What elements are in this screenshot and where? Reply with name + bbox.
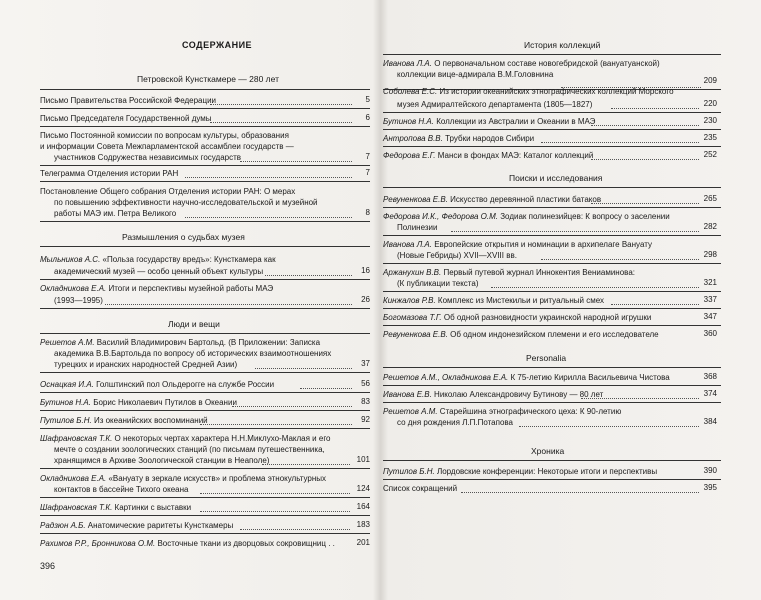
toc-entry-line: Рахимов Р.Р., Бронникова О.М. Восточные ткани из дворцовых сокровищниц . .: [40, 539, 335, 548]
toc-entry-line: работы МАЭ им. Петра Великого: [54, 209, 177, 218]
leader-dots: [255, 368, 352, 369]
toc-entry-line: Путилов Б.Н. Из океанийских воспоминаний: [40, 416, 208, 425]
leader-dots: [265, 275, 352, 276]
page-number: 201: [356, 538, 370, 547]
leader-dots: [232, 406, 352, 407]
leader-dots: [591, 159, 699, 160]
divider: [40, 279, 370, 280]
toc-entry-line: Мыльников А.С. «Польза государству вредъ»: Кунсткамера как: [40, 255, 276, 264]
page-number: 395: [703, 483, 717, 492]
section-reflections: Размышления о судьбах музея: [122, 232, 245, 242]
page-number: 8: [365, 208, 370, 217]
toc-entry-line: музея Адмиралтейского департамента (1805—1827): [397, 100, 593, 109]
toc-entry: Письмо Председателя Государственной думы: [40, 114, 212, 123]
toc-entry-line: коллекции вице-адмирала В.М.Головнина: [397, 70, 554, 79]
divider: [40, 392, 370, 393]
section-chronicle: Хроника: [531, 446, 565, 456]
toc-entry-line: Оснацкая И.А. Голштинский пол Ольдерогге на службе России: [40, 380, 275, 389]
divider: [383, 325, 721, 326]
page-number: 235: [703, 133, 717, 142]
toc-entry-line: Ревуненкова Е.В. Об одном индонезийском племени и его исследователе: [383, 330, 659, 339]
divider: [40, 410, 370, 411]
leader-dots: [300, 388, 352, 389]
page-number: 183: [356, 520, 370, 529]
divider: [40, 89, 370, 90]
toc-entry-line: и информации Совета Межпарламентской ассамблеи государств —: [40, 142, 294, 151]
divider: [383, 207, 721, 208]
contents-left: [0, 0, 380, 600]
toc-entry-line: Окладникова Е.А. «Вануату в зеркале искусств» и проблема этнокультурных: [40, 474, 327, 483]
page-number: 298: [703, 250, 717, 259]
page-number: 7: [365, 152, 370, 161]
leader-dots: [581, 398, 699, 399]
divider: [383, 235, 721, 236]
toc-entry-line: Федорова Е.Г. Манси в фондах МАЭ: Каталог коллекций: [383, 151, 594, 160]
toc-entry-line: (Новые Гебриды) XVII—XVIII вв.: [397, 251, 517, 260]
page-number: 347: [703, 312, 717, 321]
divider: [40, 468, 370, 469]
divider: [383, 460, 721, 461]
toc-entry-line: Бутинов Н.А. Коллекции из Австралии и Океании в МАЭ: [383, 117, 596, 126]
divider: [383, 129, 721, 130]
divider: [40, 333, 370, 334]
page-number: 26: [361, 295, 370, 304]
leader-dots: [262, 464, 350, 465]
page-number: 101: [356, 455, 370, 464]
toc-entry-line: Шафрановская Т.К. Картинки с выставки: [40, 503, 192, 512]
divider: [40, 308, 370, 309]
divider: [383, 385, 721, 386]
section-people: Люди и вещи: [168, 319, 220, 329]
toc-entry-line: хранящимся в Архиве Зоологической станции в Неаполе): [54, 456, 270, 465]
divider: [383, 402, 721, 403]
divider: [383, 112, 721, 113]
section-anniversary: Петровской Кунсткамере — 280 лет: [137, 74, 279, 84]
toc-entry-line: Антропова В.В. Трубки народов Сибири: [383, 134, 535, 143]
page-number: 390: [703, 466, 717, 475]
toc-entry-line: Ревуненкова Е.В. Искусство деревянной пластики батаков: [383, 195, 602, 204]
section-personalia: Personalia: [526, 353, 567, 363]
leader-dots: [105, 304, 352, 305]
page-number: 252: [703, 150, 717, 159]
leader-dots: [541, 142, 699, 143]
toc-entry-line: по повышению эффективности научно-исследовательской и музейной: [54, 198, 318, 207]
page-number: 360: [703, 329, 717, 338]
leader-dots: [185, 217, 352, 218]
toc-entry-line: турецких и иранских народностей Средней Азии): [54, 360, 238, 369]
toc-entry-line: Федорова И.К., Федорова О.М. Зодиак полинезийцев: К вопросу о заселении: [383, 212, 670, 221]
leader-dots: [541, 259, 699, 260]
toc-entry-line: Постановление Общего собрания Отделения истории РАН: О мерах: [40, 187, 296, 196]
contents-right: [381, 0, 761, 600]
divider: [383, 54, 721, 55]
folio-number: 396: [40, 561, 56, 571]
page-number: 6: [365, 113, 370, 122]
leader-dots: [240, 161, 352, 162]
toc-entry-line: Путилов Б.Н. Лордовские конференции: Некоторые итоги и перспективы: [383, 467, 658, 476]
leader-dots: [200, 424, 352, 425]
toc-entry-line: мечте о создании зоологических станций (по письмам путешественника,: [54, 445, 325, 454]
leader-dots: [591, 125, 699, 126]
page-number: 220: [703, 99, 717, 108]
page-heading: СОДЕРЖАНИЕ: [182, 40, 253, 50]
leader-dots: [611, 304, 699, 305]
leader-dots: [240, 529, 350, 530]
toc-entry-line: академика В.В.Бартольда по вопросу об исторических взаимоотношениях: [54, 349, 332, 358]
toc-entry-line: Соболева Е.С. Из истории океанийских этнографических коллекций Морского: [383, 87, 674, 96]
leader-dots: [591, 203, 699, 204]
leader-dots: [491, 287, 699, 288]
toc-entry-line: участников Содружества независимых государств: [54, 153, 242, 162]
page-number: 384: [703, 417, 717, 426]
page-number: 209: [703, 76, 717, 85]
leader-dots: [210, 122, 352, 123]
toc-entry-line: Радзюн А.Б. Анатомические раритеты Кунсткамеры: [40, 521, 234, 530]
left-page: [0, 0, 380, 600]
page-number: 16: [361, 266, 370, 275]
page-number: 164: [356, 502, 370, 511]
toc-entry: Телеграмма Отделения истории РАН: [40, 169, 179, 178]
toc-entry-line: со дня рождения Л.П.Потапова: [397, 418, 514, 427]
divider: [383, 263, 721, 264]
toc-entry: Письмо Правительства Российской Федерации: [40, 96, 217, 105]
toc-entry-line: Окладникова Е.А. Итоги и перспективы музейной работы МАЭ: [40, 284, 274, 293]
toc-entry-line: (1993—1995): [54, 296, 103, 305]
toc-entry-line: Иванова Л.А. О первоначальном составе новогебридской (вануатуанской): [383, 59, 660, 68]
divider: [383, 367, 721, 368]
divider: [383, 146, 721, 147]
leader-dots: [200, 511, 350, 512]
page-number: 265: [703, 194, 717, 203]
divider: [383, 187, 721, 188]
divider: [40, 372, 370, 373]
toc-entry-line: контактов в бассейне Тихого океана: [54, 485, 189, 494]
toc-entry-line: Кинжалов Р.В. Комплекс из Мистекильи и ритуальный смех: [383, 296, 604, 305]
leader-dots: [200, 493, 350, 494]
toc-entry-line: (К публикации текста): [397, 279, 479, 288]
toc-entry-line: Иванова Л.А. Европейские открытия и номинации в архипелаге Вануату: [383, 240, 652, 249]
section-history: История коллекций: [524, 40, 601, 50]
divider: [383, 308, 721, 309]
divider: [40, 221, 370, 222]
toc-entry-line: Бутинов Н.А. Борис Николаевич Путилов в Океании: [40, 398, 237, 407]
divider: [40, 181, 370, 182]
toc-entry-line: Письмо Постоянной комиссии по вопросам культуры, образования: [40, 131, 289, 140]
page-number: 230: [703, 116, 717, 125]
leader-dots: [611, 108, 699, 109]
right-page: [381, 0, 761, 600]
toc-entry-line: Полинезии: [397, 223, 438, 232]
divider: [383, 291, 721, 292]
toc-entry-line: Иванова Е.В. Николаю Александровичу Бутинову — 80 лет: [383, 390, 604, 399]
leader-dots: [210, 104, 352, 105]
toc-entry-line: Решетов А.М. Старейшина этнографического цеха: К 90-летию: [383, 407, 622, 416]
divider: [383, 479, 721, 480]
divider: [40, 515, 370, 516]
leader-dots: [461, 492, 699, 493]
divider: [40, 497, 370, 498]
toc-entry-line: академический музей — особо ценный объект культуры: [54, 267, 264, 276]
toc-entry-line: Решетов А.М. Василий Владимирович Бартольд. (В Приложении: Записка: [40, 338, 321, 347]
toc-entry-line: Шафрановская Т.К. О некоторых чертах характера Н.Н.Миклухо-Маклая и его: [40, 434, 331, 443]
toc-entry-line: Аржанухин В.В. Первый путевой журнал Иннокентия Вениаминова:: [383, 268, 636, 277]
page-number: 321: [703, 278, 717, 287]
page-number: 83: [361, 397, 370, 406]
page-number: 124: [356, 484, 370, 493]
toc-entry-line: Богомазова Т.Г. Об одной разновидности украинской народной игрушки: [383, 313, 652, 322]
leader-dots: [185, 177, 352, 178]
toc-entry-line: Список сокращений: [383, 484, 458, 493]
leader-dots: [451, 231, 699, 232]
divider: [40, 165, 370, 166]
page-number: 337: [703, 295, 717, 304]
divider: [40, 246, 370, 247]
leader-dots: [519, 426, 699, 427]
toc-entry-line: Решетов А.М., Окладникова Е.А. К 75-летию Кирилла Васильевича Чистова: [383, 373, 670, 382]
page-number: 368: [703, 372, 717, 381]
page-number: 282: [703, 222, 717, 231]
page-number: 37: [361, 359, 370, 368]
page-number: 92: [361, 415, 370, 424]
divider: [40, 108, 370, 109]
page-number: 374: [703, 389, 717, 398]
section-research: Поиски и исследования: [509, 173, 603, 183]
page-number: 56: [361, 379, 370, 388]
divider: [40, 126, 370, 127]
page-number: 5: [365, 95, 370, 104]
divider: [40, 428, 370, 429]
divider: [40, 533, 370, 534]
page-number: 7: [365, 168, 370, 177]
